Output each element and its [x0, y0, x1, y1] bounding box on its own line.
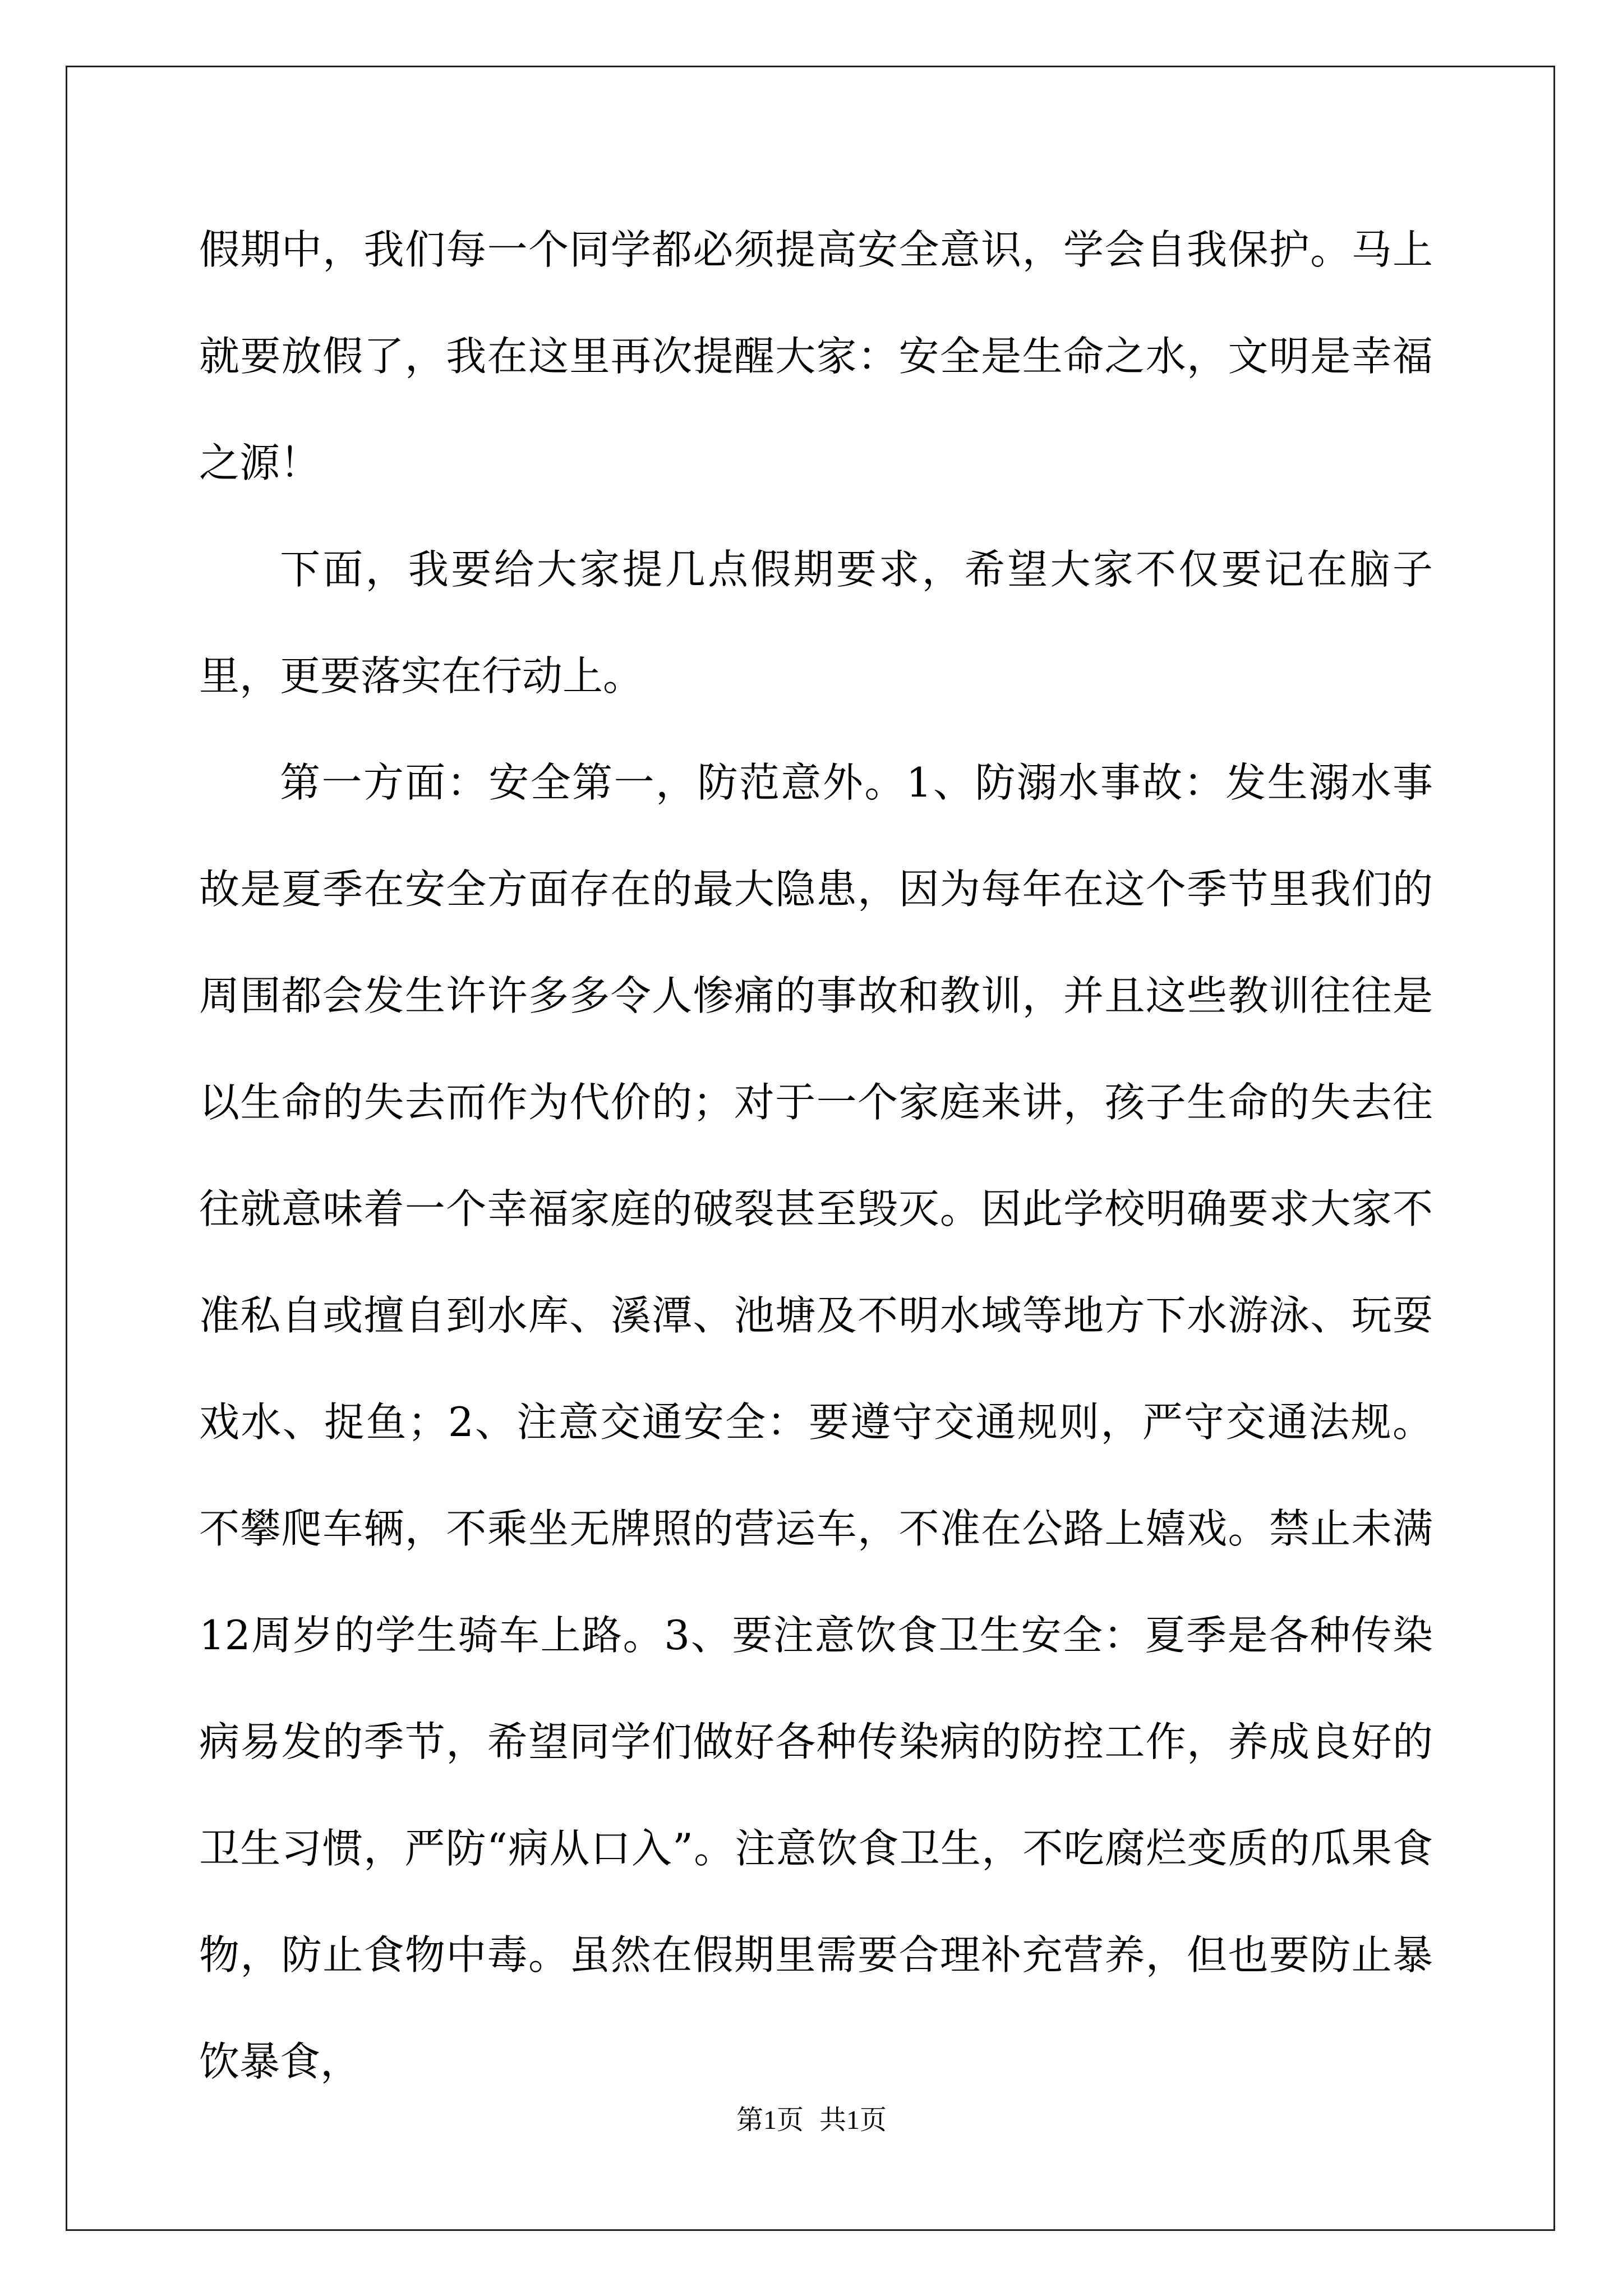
document-body: [199, 196, 1433, 2115]
page-footer: [0, 2098, 1623, 2137]
page-total: 共1页: [819, 2105, 887, 2135]
paragraph: 第一方面：安全第一，防范意外。1、防溺水事故：发生溺水事故是夏季在安全方面存在的最大隐患，因为每年在这个季节里我们的周围都会发生许许多多令人惨痛的事故和教训，并且这些教训往往是以生命的失去而作为代价的；对于一个家庭来讲，孩子生命的失去往往就意味着一个幸福家庭的破裂甚至毁灭。因此学校明确要求大家不准私自或擅自到水库、溪潭、池塘及不明水域等地方下水游泳、玩耍戏水、捉鱼；2、注意交通安全：要遵守交通规则，严守交通法规。不攀爬车辆，不乘坐无牌照的营运车，不准在公路上嬉戏。禁止未满12周岁的学生骑车上路。3、要注意饮食卫生安全：夏季是各种传染病易发的季节，希望同学们做好各种传染病的防控工作，养成良好的卫生习惯，严防“病从口入”。注意饮食卫生，不吃腐烂变质的瓜果食物，防止食物中毒。虽然在假期里需要合理补充营养，但也要防止暴饮暴食，: [199, 759, 1433, 2085]
paragraph: 下面，我要给大家提几点假期要求，希望大家不仅要记在脑子里，更要落实在行动上。: [199, 546, 1433, 700]
paragraph: 假期中，我们每一个同学都必须提高安全意识，学会自我保护。马上就要放假了，我在这里再次提醒大家：安全是生命之水，文明是幸福之源！: [199, 226, 1433, 486]
page-number: 第1页: [736, 2105, 804, 2135]
